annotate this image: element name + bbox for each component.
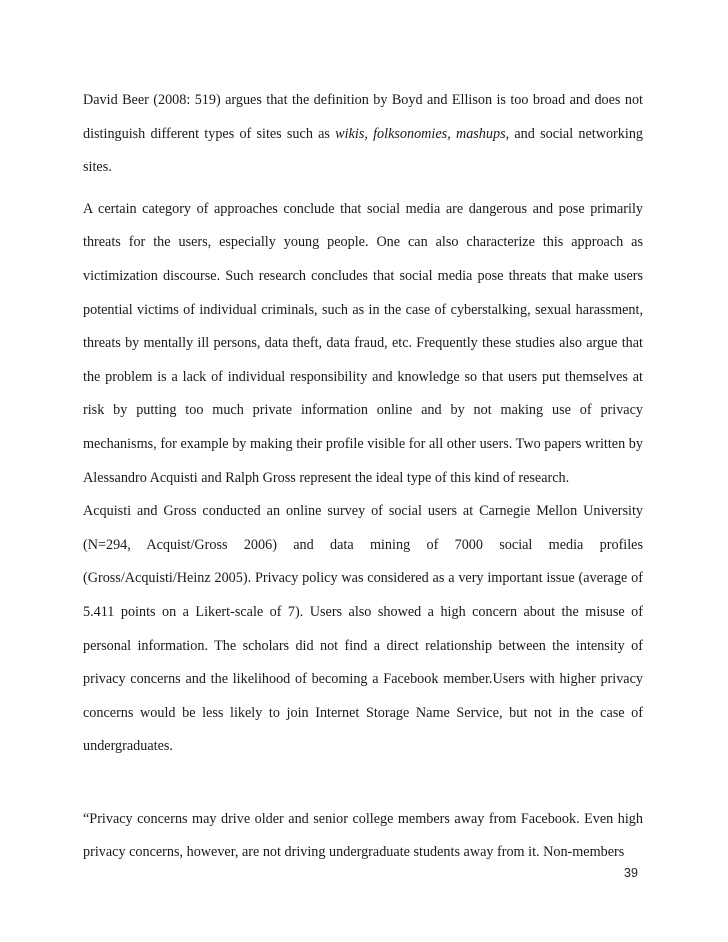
paragraph-victimization-discourse <box>83 193 643 495</box>
paragraph-quotation <box>83 803 643 870</box>
paragraph-acquisti-gross-survey <box>83 495 643 764</box>
paragraph-beer-definition <box>83 84 643 185</box>
text-segment: A certain category of approaches conclude that social media are dangerous and pose primarily threats for the users, especially young people. One can also characterize this approach as victimization discourse. Such research concludes that social media pose threats that make users potential victims of individual criminals, such as in the case of cyberstalking, sexual harassment, threats by mentally ill persons, data theft, data fraud, etc. Frequently these studies also argue that the problem is a lack of individual responsibility and knowledge so that users put themselves at risk by putting too much private information online and by not making use of privacy mechanisms, for example by making their profile visible for all other users. Two papers written by Alessandro Acquisti and Ralph Gross represent the ideal type of this kind of research. <box>83 200 643 486</box>
page-number: 39 <box>624 866 638 880</box>
text-segment: Acquisti and Gross conducted an online survey of social users at Carnegie Mellon University (N=294, Acquist/Gross 2006) and data mining of 7000 social media profiles (Gross/Acquisti/Heinz 2005). Privacy policy was considered as a very important issue (average of 5.411 points on a Likert-scale of 7). Users also showed a high concern about the misuse of personal information. The scholars did not find a direct relationship between the intensity of privacy concerns and the likelihood of becoming a Facebook member.Users with higher privacy concerns would be less likely to join Internet Storage Name Service, but not in the case of undergraduates. <box>83 503 643 755</box>
text-segment: “Privacy concerns may drive older and senior college members away from Facebook. Even high privacy concerns, however, are not driving undergraduate students away from it. Non-members <box>83 810 643 861</box>
document-body <box>83 84 643 870</box>
text-segment-italic: wikis <box>335 125 365 142</box>
text-segment: David Beer (2008: 519) argues that the definition by Boyd and Ellison is too broad and does not distinguish different types of sites such as <box>83 92 643 142</box>
text-segment-italic: folksonomies, mashups <box>373 125 506 142</box>
text-segment: , <box>364 125 374 142</box>
text-segment: , and social networking sites. <box>83 125 644 176</box>
